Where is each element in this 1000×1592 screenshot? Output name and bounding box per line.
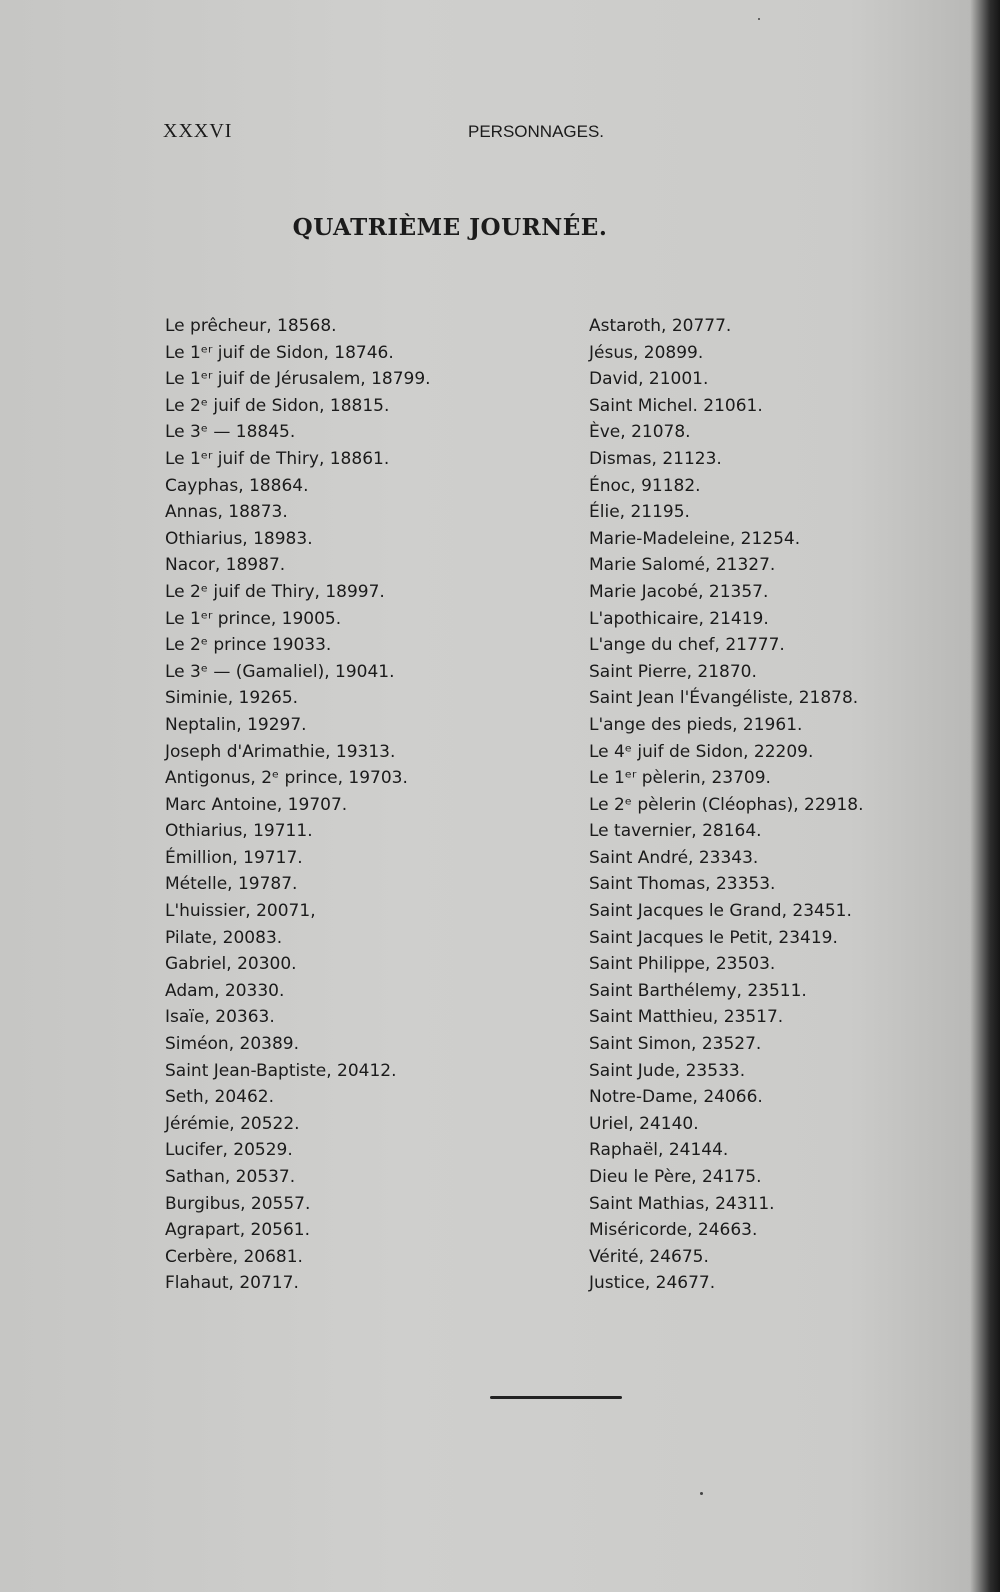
character-entry: Saint Jean l'Évangéliste, 21878. (589, 688, 859, 709)
character-entry: Marie Jacobé, 21357. (589, 581, 769, 602)
character-entry: Lucifer, 20529. (165, 1140, 293, 1161)
character-entry: Saint Barthélemy, 23511. (589, 980, 807, 1001)
character-entry: Miséricorde, 24663. (589, 1220, 758, 1241)
character-entry: Le tavernier, 28164. (589, 821, 762, 842)
character-entry: Saint Thomas, 23353. (589, 874, 776, 895)
character-entry: Burgibus, 20557. (165, 1193, 311, 1214)
character-entry: Énoc, 91182. (589, 475, 701, 496)
paper-speck (758, 18, 760, 20)
section-title: QUATRIÈME JOURNÉE. (292, 214, 608, 241)
character-entry: Joseph d'Arimathie, 19313. (165, 741, 396, 762)
character-entry: Antigonus, 2ᵉ prince, 19703. (165, 768, 408, 789)
character-entry: Marc Antoine, 19707. (165, 794, 348, 815)
character-entry: Cayphas, 18864. (165, 475, 309, 496)
page-header (163, 120, 633, 150)
character-entry: Flahaut, 20717. (165, 1273, 299, 1294)
character-entry: Othiarius, 19711. (165, 821, 313, 842)
character-entry: Le 3ᵉ — 18845. (165, 422, 296, 443)
character-entry: Notre-Dame, 24066. (589, 1087, 763, 1108)
character-entry: Jésus, 20899. (589, 342, 704, 363)
character-entry: Nacor, 18987. (165, 555, 286, 576)
character-entry: Cerbère, 20681. (165, 1246, 303, 1267)
character-entry: L'ange du chef, 21777. (589, 635, 785, 656)
character-entry: Siméon, 20389. (165, 1034, 299, 1055)
character-entry: Le 3ᵉ — (Gamaliel), 19041. (165, 661, 395, 682)
character-entry: Mételle, 19787. (165, 874, 298, 895)
character-entry: Seth, 20462. (165, 1087, 274, 1108)
character-entry: Dieu le Père, 24175. (589, 1167, 762, 1187)
character-entry: Jérémie, 20522. (165, 1113, 300, 1134)
character-entry: Saint Pierre, 21870. (589, 661, 757, 682)
character-entry: Dismas, 21123. (589, 448, 722, 469)
character-entry: Raphaël, 24144. (589, 1140, 729, 1161)
character-entry: Le 2ᵉ pèlerin (Cléophas), 22918. (589, 794, 864, 815)
character-entry: Uriel, 24140. (589, 1113, 699, 1134)
character-entry: Le 4ᵉ juif de Sidon, 22209. (589, 741, 814, 762)
character-entry: Siminie, 19265. (165, 688, 299, 709)
character-entry: L'ange des pieds, 21961. (589, 714, 803, 735)
character-entry: Saint Michel. 21061. (589, 395, 763, 416)
character-entry: Saint Jean-Baptiste, 20412. (165, 1060, 397, 1081)
character-entry: Pilate, 20083. (165, 927, 283, 948)
character-entry: Adam, 20330. (165, 980, 285, 1001)
character-entry: Le 2ᵉ juif de Sidon, 18815. (165, 395, 390, 416)
character-entry: Vérité, 24675. (589, 1246, 709, 1267)
characters-left-column (165, 313, 431, 1297)
character-entry: Saint Mathias, 24311. (589, 1193, 775, 1214)
running-title: PERSONNAGES. (468, 122, 605, 141)
character-entry: Marie-Madeleine, 21254. (589, 528, 801, 549)
character-entry: Saint Matthieu, 23517. (589, 1007, 784, 1028)
character-entry: Le 1ᵉʳ prince, 19005. (165, 608, 342, 629)
character-entry: Saint Jacques le Petit, 23419. (589, 927, 838, 948)
character-entry: Isaïe, 20363. (165, 1007, 275, 1028)
paper-speck (700, 1492, 703, 1495)
character-entry: Sathan, 20537. (165, 1167, 296, 1187)
characters-right-column (589, 313, 864, 1297)
character-entry: L'huissier, 20071, (165, 901, 316, 922)
character-entry: Le 1ᵉʳ pèlerin, 23709. (589, 768, 771, 789)
section-end-rule (490, 1396, 622, 1399)
character-entry: Saint Simon, 23527. (589, 1034, 762, 1055)
character-entry: Le 1ᵉʳ juif de Thiry, 18861. (165, 448, 390, 469)
character-entry: Marie Salomé, 21327. (589, 555, 776, 576)
character-entry: Le 1ᵉʳ juif de Jérusalem, 18799. (165, 369, 431, 390)
character-entry: Ève, 21078. (589, 422, 691, 443)
character-entry: Saint Jude, 23533. (589, 1060, 746, 1081)
character-entry: Le 2ᵉ prince 19033. (165, 635, 332, 656)
character-entry: Agrapart, 20561. (165, 1220, 310, 1241)
character-entry: Élie, 21195. (589, 502, 690, 523)
character-entry: Annas, 18873. (165, 502, 288, 523)
character-entry: Émillion, 19717. (165, 847, 303, 868)
character-entry: Saint André, 23343. (589, 847, 759, 868)
character-entry: Gabriel, 20300. (165, 954, 297, 975)
character-entry: David, 21001. (589, 369, 709, 390)
character-entry: Le 1ᵉʳ juif de Sidon, 18746. (165, 342, 394, 363)
page-number: XXXVI (163, 120, 233, 142)
character-entry: Saint Jacques le Grand, 23451. (589, 901, 852, 922)
character-entry: L'apothicaire, 21419. (589, 608, 769, 629)
character-entry: Saint Philippe, 23503. (589, 954, 776, 975)
character-entry: Astaroth, 20777. (589, 316, 732, 336)
character-entry: Le prêcheur, 18568. (165, 316, 337, 336)
character-entry: Neptalin, 19297. (165, 714, 307, 735)
character-entry: Justice, 24677. (589, 1273, 716, 1294)
character-entry: Othiarius, 18983. (165, 528, 313, 549)
character-entry: Le 2ᵉ juif de Thiry, 18997. (165, 581, 385, 602)
